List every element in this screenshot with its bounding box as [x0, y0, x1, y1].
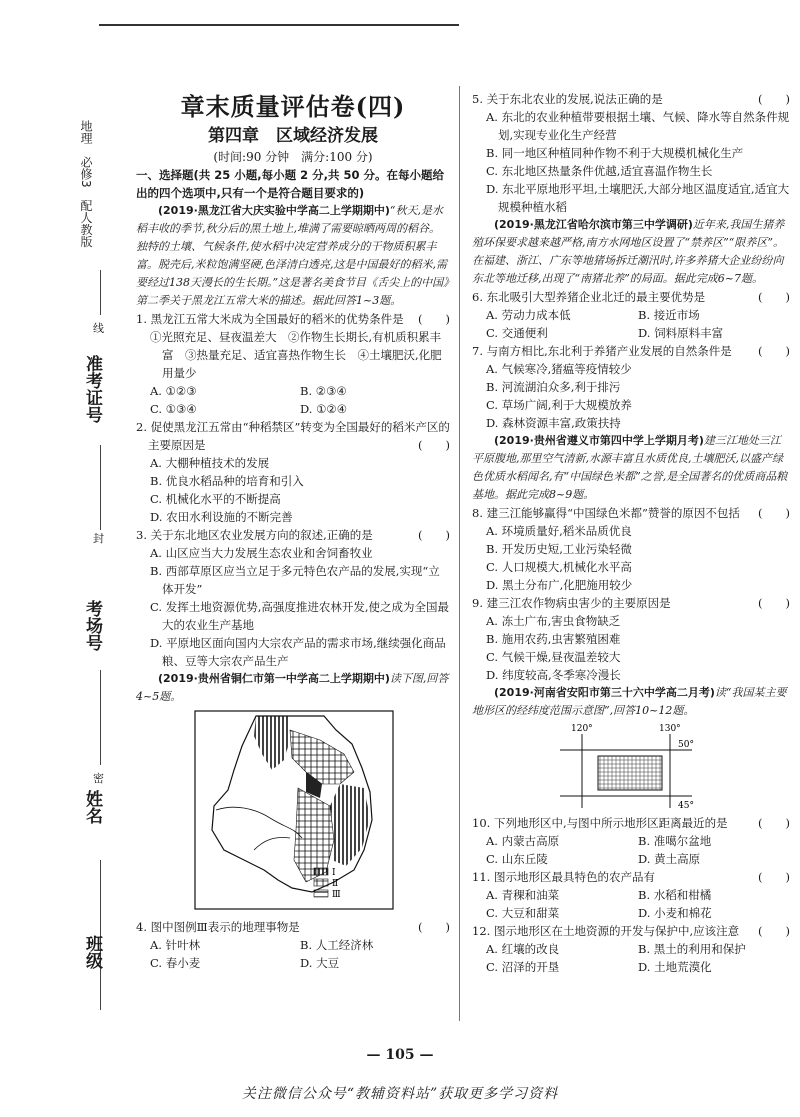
margin-line — [100, 445, 101, 530]
option[interactable]: A. 青稞和油菜 — [486, 888, 560, 902]
question-6-options — [472, 324, 790, 342]
seal-char-xian: 线 — [93, 322, 104, 335]
shaded-region — [598, 756, 662, 790]
question-12-options — [472, 940, 790, 958]
lon-label-120: 120° — [571, 724, 593, 734]
option[interactable]: D. ①②④ — [300, 402, 348, 416]
option[interactable]: D. 纬度较高,冬季寒冷漫长 — [486, 668, 621, 682]
option[interactable]: B. 西部草原区应当立足于多元特色农产品的发展,实现“立体开发” — [150, 564, 440, 596]
option[interactable]: D. 小麦和棉花 — [638, 906, 712, 920]
option[interactable]: D. 大豆 — [300, 956, 340, 970]
lat-label-45: 45° — [678, 801, 694, 811]
class-label: 班级 — [82, 935, 102, 969]
exam-meta: (时间:90 分钟 满分:100 分) — [213, 150, 373, 164]
option[interactable]: A. 环境质量好,稻米品质优良 — [486, 524, 632, 538]
option[interactable]: B. 同一地区种植同种作物不利于大规模机械化生产 — [486, 146, 744, 160]
source-tag: (2019·黑龙江省大庆实验中学高二上学期期中) — [158, 204, 390, 217]
question-8: 8. 建三江能够赢得“中国绿色米都”赞誉的原因不包括 ( ) — [472, 506, 790, 520]
question-11-options — [472, 886, 790, 904]
question-9: 9. 建三江农作物病虫害少的主要原因是 ( ) — [472, 596, 790, 610]
northeast-map — [194, 710, 394, 910]
legend-swatch-i — [314, 868, 328, 875]
exam-number-label: 准考证号 — [82, 355, 102, 423]
binding-margin — [0, 0, 118, 1117]
seal-char-mi: 密 — [93, 772, 104, 785]
lat-lon-grid-figure — [530, 722, 710, 812]
source-passage-2: (2019·贵州省铜仁市第一中学高二上学期期中)读下图,回答4~5题。 — [136, 672, 449, 703]
option[interactable]: A. 山区应当大力发展生态农业和舍饲畜牧业 — [150, 546, 373, 560]
question-3: 3. 关于东北地区农业发展方向的叙述,正确的是 ( ) — [136, 528, 450, 542]
source-passage-4: (2019·贵州省遵义市第四中学上学期月考)建三江地处三江平原腹地,那里空气清新,水源丰富且水质优良,土壤肥沃,以盛产绿色优质水稻闻名,有“中国绿色米都”之誉,是全国著名的优质商品粮基地。据此完成8~9题。 — [472, 434, 788, 501]
option[interactable]: B. 黑土的利用和保护 — [638, 942, 746, 956]
source-passage-5: (2019·河南省安阳市第三十六中学高二月考)读“我国某主要地形区的经纬度范围示意图”,回答10~12题。 — [472, 686, 787, 717]
seal-char-feng: 封 — [93, 532, 104, 545]
option[interactable]: C. 沼泽的开垦 — [486, 960, 560, 974]
question-10-options — [472, 850, 790, 868]
option[interactable]: B. 准噶尔盆地 — [638, 834, 712, 848]
name-label: 姓名 — [82, 790, 102, 824]
legend-swatch-iii — [314, 890, 328, 897]
top-rule — [99, 24, 459, 26]
option[interactable]: B. 水稻和柑橘 — [638, 888, 712, 902]
option[interactable]: C. 机械化水平的不断提高 — [150, 492, 281, 506]
lat-label-50: 50° — [678, 740, 694, 750]
question-10: 10. 下列地形区中,与图中所示地形区距离最近的是 ( ) — [472, 816, 790, 830]
option[interactable]: C. 发挥土地资源优势,高强度推进农林开发,使之成为全国最大的农业生产基地 — [150, 600, 450, 632]
question-2: 2. 促使黑龙江五常由“种稻禁区”转变为全国最好的稻米产区的主要原因是 ( ) — [136, 420, 450, 452]
option[interactable]: A. 气候寒冷,猪瘟等疫情较少 — [486, 362, 632, 376]
option[interactable]: C. 交通便利 — [486, 326, 548, 340]
option[interactable]: D. 土地荒漠化 — [638, 960, 712, 974]
option[interactable]: A. 劳动力成本低 — [486, 308, 571, 322]
question-1-items: ①光照充足、昼夜温差大 ②作物生长期长,有机质积累丰富 ③热量充足、适宜喜热作物生长 ④土壤肥沃,化肥用量少 — [150, 330, 442, 380]
right-column — [472, 90, 790, 976]
option[interactable]: A. 冻土广布,害虫食物缺乏 — [486, 614, 621, 628]
option[interactable]: D. 平原地区面向国内大宗农产品的需求市场,继续强化商品粮、豆等大宗农产品生产 — [150, 636, 446, 668]
option[interactable]: B. 河流湖泊众多,利于排污 — [486, 380, 621, 394]
option[interactable]: A. ①②③ — [150, 384, 197, 398]
question-7: 7. 与南方相比,东北利于养猪产业发展的自然条件是 ( ) — [472, 344, 790, 358]
option[interactable]: C. 东北地区热量条件优越,适宜喜温作物生长 — [486, 164, 713, 178]
margin-line — [100, 670, 101, 765]
option[interactable]: C. ①③④ — [150, 402, 197, 416]
option[interactable]: D. 森林资源丰富,政策扶持 — [486, 416, 621, 430]
question-12: 12. 图示地形区在土地资源的开发与保护中,应该注意 ( ) — [472, 924, 790, 938]
question-11: 11. 图示地形区最具特色的农产品有 ( ) — [472, 870, 790, 884]
northeast-map-figure — [136, 710, 450, 914]
question-1-options — [136, 400, 450, 418]
option[interactable]: D. 农田水利设施的不断完善 — [150, 510, 293, 524]
section-heading: 一、选择题(共 25 小题,每小题 2 分,共 50 分。在每小题给出的四个选项中,只有一个是符合题目要求的) — [136, 168, 445, 200]
source-passage-3: (2019·黑龙江省哈尔滨市第三中学调研)近年来,我国生猪养殖环保要求越来越严格,南方水网地区设置了“禁养区”“限养区”。在福建、浙江、广东等地猪场拆迁潮汛时,许多养猪大企业纷纷向东北等地迁移,出现了“南猪北养”的局面。据此完成6~7题。 — [472, 218, 785, 285]
left-column — [136, 90, 450, 972]
exam-room-label: 考场号 — [82, 600, 102, 651]
option[interactable]: C. 气候干燥,昼夜温差较大 — [486, 650, 621, 664]
column-divider — [459, 86, 460, 1021]
question-10-options — [472, 832, 790, 850]
question-1: 1. 黑龙江五常大米成为全国最好的稻米的优势条件是 ( ) — [136, 312, 450, 326]
page-title: 章末质量评估卷(四) — [180, 92, 406, 121]
legend-label-i: Ⅰ — [332, 868, 336, 878]
chapter-title: 第四章 区域经济发展 — [208, 126, 378, 146]
option[interactable]: D. 东北平原地形平坦,土壤肥沃,大部分地区温度适宜,适宜大规模种植水稻 — [486, 182, 790, 214]
question-6: 6. 东北吸引大型养猪企业北迁的最主要优势是 ( ) — [472, 290, 790, 304]
question-4: 4. 图中图例Ⅲ表示的地理事物是 ( ) — [136, 920, 450, 934]
option[interactable]: A. 内蒙古高原 — [486, 834, 560, 848]
option[interactable]: A. 东北的农业种植带要根据土壤、气候、降水等自然条件规划,实现专业化生产经营 — [486, 110, 790, 142]
source-tag: (2019·河南省安阳市第三十六中学高二月考) — [494, 686, 715, 699]
option[interactable]: D. 饲料原料丰富 — [638, 326, 724, 340]
question-4-options — [136, 954, 450, 972]
margin-line — [100, 270, 101, 315]
option[interactable]: C. 春小麦 — [150, 956, 201, 970]
legend-label-iii: Ⅲ — [332, 890, 341, 900]
footer-note: 关注微信公众号“教辅资料站”获取更多学习资料 — [241, 1086, 559, 1102]
option[interactable]: A. 红壤的改良 — [486, 942, 560, 956]
option[interactable]: B. 接近市场 — [638, 308, 700, 322]
question-11-options — [472, 904, 790, 922]
option[interactable]: B. 施用农药,虫害繁殖困难 — [486, 632, 621, 646]
option[interactable]: B. 优良水稻品种的培育和引入 — [150, 474, 304, 488]
question-1-options — [136, 382, 450, 400]
option[interactable]: B. ②③④ — [300, 384, 347, 398]
source-tag: (2019·贵州省遵义市第四中学上学期月考) — [494, 434, 704, 447]
lon-label-130: 130° — [659, 724, 681, 734]
option[interactable]: B. 人工经济林 — [300, 938, 374, 952]
option[interactable]: A. 针叶林 — [150, 938, 201, 952]
question-5: 5. 关于东北农业的发展,说法正确的是 ( ) — [472, 92, 790, 106]
source-tag: (2019·贵州省铜仁市第一中学高二上学期期中) — [158, 672, 390, 685]
option[interactable]: D. 黄土高原 — [638, 852, 701, 866]
option[interactable]: B. 开发历史短,工业污染轻微 — [486, 542, 632, 556]
option[interactable]: C. 山东丘陵 — [486, 852, 548, 866]
legend-label-ii: Ⅱ — [332, 879, 339, 889]
option[interactable]: C. 大豆和甜菜 — [486, 906, 560, 920]
source-tag: (2019·黑龙江省哈尔滨市第三中学调研) — [494, 218, 693, 231]
question-6-options — [472, 306, 790, 324]
option[interactable]: D. 黑土分布广,化肥施用较少 — [486, 578, 633, 592]
option[interactable]: C. 人口规模大,机械化水平高 — [486, 560, 632, 574]
question-4-options — [136, 936, 450, 954]
question-12-options — [472, 958, 790, 976]
source-passage-1: (2019·黑龙江省大庆实验中学高二上学期期中)“秋天,是水稻丰收的季节,秋分后的黑土地上,堆满了需要晾晒两周的稻谷。独特的土壤、气候条件,使水稻中决定营养成分的干物质积累丰富。脱壳后,米粒饱满坚硬,色泽清白透亮,这是中国最好的稻米,需要经过138天漫长的生长期。”这是著名美食节目《舌尖上的中国》第二季关于黑龙江五常大米的描述。据此回答1~3题。 — [136, 204, 449, 307]
page-number: — 105 — — [366, 1047, 434, 1063]
option[interactable]: C. 草场广阔,利于大规模放养 — [486, 398, 632, 412]
option[interactable]: A. 大棚种植技术的发展 — [150, 456, 270, 470]
legend-swatch-ii — [314, 879, 328, 886]
book-label: 地理 必修3 配人教版 — [79, 120, 93, 248]
